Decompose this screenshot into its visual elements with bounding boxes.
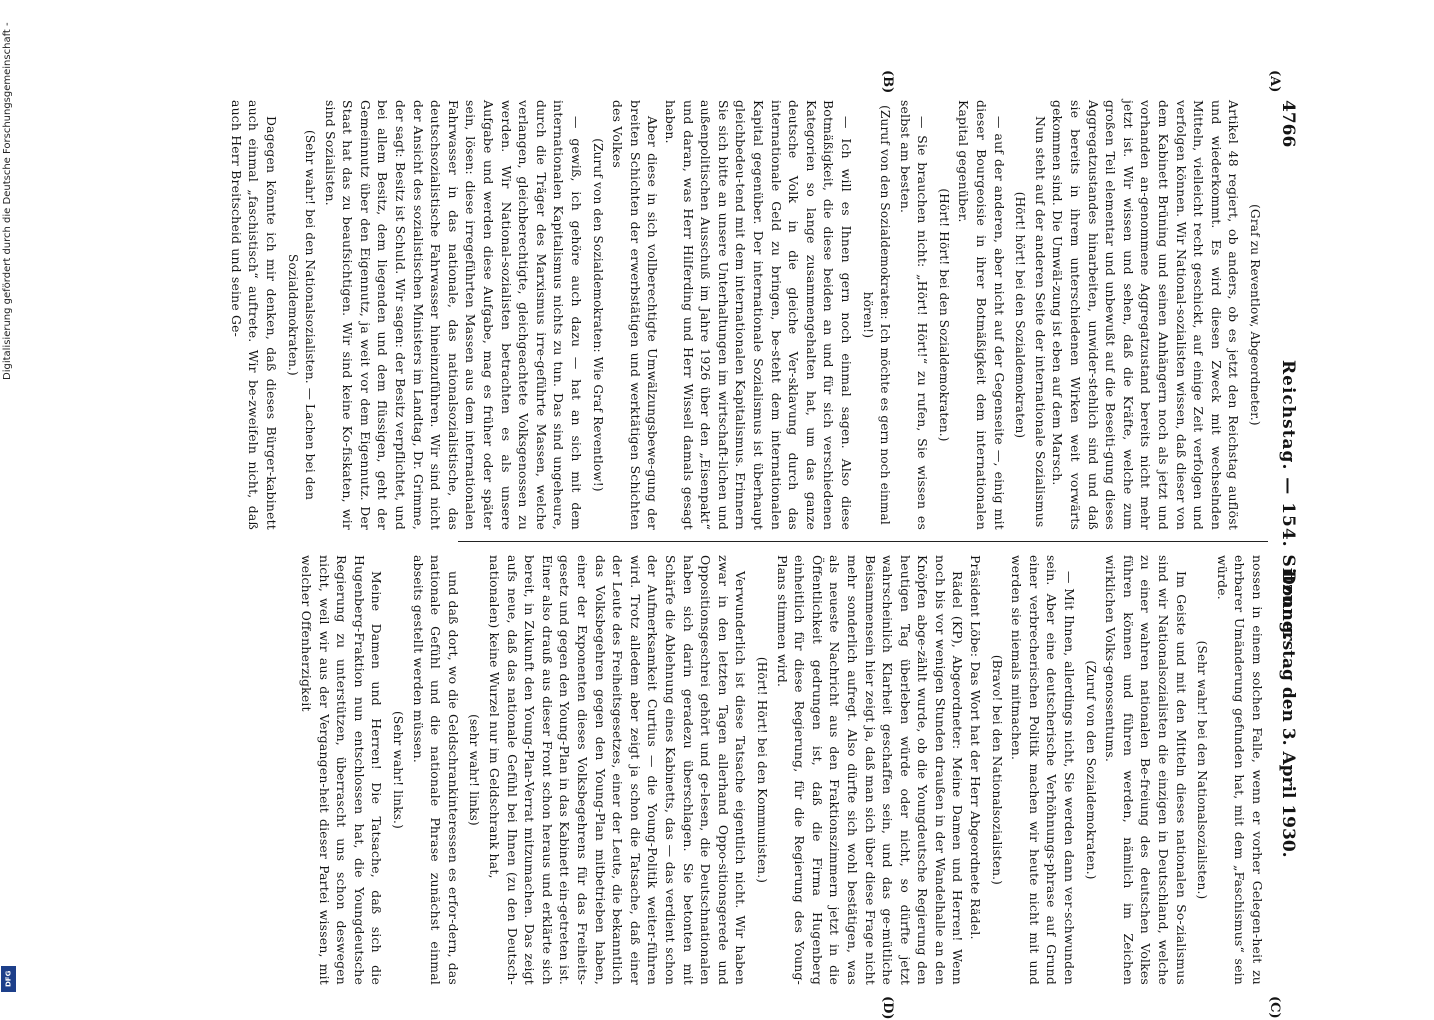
paragraph: — auf der anderen, aber nicht auf der Gegenseite —, einig mit dieser Bourgeoisie in ihrer Botmäßigkeit dem internationalen Kapital gegenüber. [956,100,1007,530]
session-date: Donnerstag den 3. April 1930. [1278,570,1298,858]
paragraph: — Mit Ihnen, allerdings nicht, Sie werden dann ver-schwunden sein. Aber eine deutscherische Verhöhnungs-phrase auf Grund einer verbrecherischen Politik machen wir heute nicht mit und werden sie niemals mitmachen. [1009,555,1078,985]
paragraph: Aber diese in sich vollberechtigte Umwälzungsbewe-gung der breiten Schichten der erwerbstätigen und werktätigen Schichten des Volkes [610,100,661,530]
paragraph: Verwunderlich ist diese Tatsache eigentlich nicht. Wir haben zwar in den letzten Tagen allerhand Oppo-sitionsgerede und Oppositionsgeschrei gehört und ge-lesen, die Deutschnationalen haben sich darin geradezu überschlagen. Sie betonten mit Schärfe die Ablehnung eines Kabinetts, das — das verdient schon der Aufmerksamkeit Curtius — die Young-Politik weiter-führen wird. Trotz alledem aber zeigt ja schon die Tatsache, daß einer der Leute des Freiheitsgesetzes, einer der Leute, die bekanntlich das Volksbegehren gegen den Young-Plan mitbetrieben haben, einer der Exponenten dieses Volksbegehrens für das Freiheits-gesetz und gegen den Young-Plan in das Kabinett ein-getreten ist. Einer also drauß aus dieser Front schon heraus und erklärte sich bereit, in Zukunft den Young-Plan-Verrat mitzumachen. Das zeigt aufs neue, daß das nationale Gefühl bei Ihnen (zu den Deutsch-nationalen) keine Wurzel nur im Geldschrank hat, [487,555,749,985]
rotated-page [130,70,1300,1020]
interjection: (Sehr wahr! bei den Nationalsozialisten.) [1195,640,1210,900]
right-column [298,555,1266,985]
paragraph: Im Geiste und mit den Mitteln dieses nationalen So-zialismus sind wir Nationalsozialisten die einzigen in Deutschland, welche zu einer wahren nationalen Be-freiung des deutschen Volkes führen können und führen werden, nämlich im Zeichen wirklichen Volks-genossentums. [1103,555,1189,985]
paragraph: — Sie brauchen nicht: „Hört! Hört!“ zu rufen, Sie wissen es selbst am besten. [897,100,931,530]
interjection: (Sehr wahr! links.) [391,711,406,829]
paragraph: Rädel (KP), Abgeordneter: Meine Damen und Herren! Wenn noch bis vor wenigen Stunden draußen in der Wandelhalle an den Knöpfen abge-zählt wurde, ob die Youngdeutsche Regierung den heutigen Tag überleben würde oder nicht, so dürfte jetzt wahrscheinlich Klarheit geschaffen sein, und das ge-mütliche Beisammensein hier zeigt ja, daß man sich über diese Frage nicht mehr sonderlich aufregt. Also dürfte sich wohl bestätigen, was als neueste Nachricht aus den Fraktionszimmern jetzt in die Öffentlichkeit gedrungen ist, daß die Firma Hugenberg einheitlich für diese Regierung, für die Regierung des Young-Plans stimmen wird. [774,555,966,985]
interjection: (Hört! Hört! bei den Sozialdemokraten.) [936,188,951,442]
interjection: (Hört! hört! bei den Sozialdemokraten) [1013,191,1028,439]
page-number: 4766 [1278,100,1298,148]
interjection: (Zuruf von den Sozialdemokraten: Wie Graf Reventlow!) [590,138,605,492]
page-title: Reichstag. — 154. Sitzung. [1278,360,1298,642]
paragraph: und daß dort, wo die Geldschrankinteressen es erfor-dern, das nationale Gefühl und die nationale Phrase zunächst einmal abseits gestellt werden müssen. [410,555,461,985]
paragraph: Dagegen könnte ich mir denken, daß dieses Bürger-kabinett auch einmal „faschistisch“ auftrete. Wir be-zweifeln nicht, daß auch Herr Breitscheid und seine Ge- [228,100,279,530]
interjection: (Zuruf von den Sozialdemokraten: Ich möchte es gern noch einmal hören!) [860,105,893,525]
interjection: (Sehr wahr! bei den Nationalsozialisten. — Lachen bei den Sozialdemokraten.) [285,129,318,501]
paragraph: nossen in einem solchen Falle, wenn er vorher Gelegen-heit zu ehrbarer Umänderung gefunden hat, mit dem „Faschismus“ sein würde. [1214,555,1265,985]
paragraph: Meine Damen und Herren! Die Tatsache, daß sich die Hugenberg-Fraktion nun entschlossen hat, die Youngdeutsche Regierung zu unterstützen, überrascht uns schon deswegen nicht, weil wir aus der Vergangen-heit dieser Partei wissen, mit welcher Offenherzigkeit [299,555,385,985]
column-divider [458,541,1268,542]
paragraph: Artikel 48 regiert, ob anders, ob es jetzt den Reichstag auflöst und wiederkommt. Es wird diesen Zweck mit wechselnden Mitteln, vielleicht recht geschickt, auf einige Zeit verfolgen und verfolgen können. Wir National-sozialisten wissen, daß dieser von dem Kabinett Brüning und seinen Anhängern noch als jetzt und vorhanden an-genommene Aggregatzustand bereits nicht mehr jetzt ist. Wir wissen und sehen, daß die Kräfte, welche zum großen Teil elementar und unbewußt auf die Beseiti-gung dieses Aggregatzustandes hinarbeiten, unwider-stehlich sind und daß sie bereits in ihrem unterschiedenen Wirken weit vorwärts gekommen sind. Die Umwäl-zung ist eben auf dem Marsch. [1050,100,1242,530]
page-header [1270,100,1300,990]
paragraph: Präsident Löbe: Das Wort hat der Herr Abgeordnete Rädel. [968,555,984,940]
left-column [227,100,1266,530]
digitization-credit: Digitalisierung gefördert durch die Deutsche Forschungsgemeinschaft - [2,22,13,380]
interjection: (sehr wahr! links) [467,714,482,826]
interjection: (Bravo! bei den Nationalsozialisten.) [989,654,1004,886]
paragraph: Nun steht auf der anderen Seite der internationale Sozialismus [1032,116,1048,528]
interjection: (Zuruf von den Sozialdemokraten.) [1083,660,1098,880]
margin-marker-b: (B) [880,70,895,94]
dfg-logo: DFG [1,966,16,992]
margin-marker-d: (D) [880,996,895,1020]
interjection: (Graf zu Reventlow, Abgeordneter.) [1248,204,1262,426]
margin-marker-c: (C) [1267,996,1282,1019]
paragraph: — Ich will es Ihnen gern noch einmal sagen. Also diese Botmäßigkeit, die diese beiden an und für sich verschiedenen Kategorien so lange zusammengehalten hat, um das ganze deutsche Volk in die gleiche Ver-sklavung durch das internationale Geld zu bringen, be-steht dem internationalen Kapital gegenüber. Der internationale Sozialismus ist überhaupt gleichbedeu-tend mit dem internationalen Kapitalismus. Erinnern Sie sich bitte an unsere Unterhaltungen im wirtschaft-lichen und außenpolitischen Ausschuß im Jahre 1926 über den „Eisenpakt“ und daran, was Herr Hilferding und Herr Wissell damals gesagt haben. [663,100,854,530]
interjection: (Hört! Hört! bei den Kommunisten.) [754,656,769,884]
paragraph: — gewiß, ich gehöre auch dazu — hat an sich mit dem internationalen Kapitalismus nichts zu tun. Das sind ungeheure, durch die Träger des Marxismus irre-geführte Massen, welche verlangen, gleichberechtigte, gleichgeachtete Volksgenossen zu werden. Wir National-sozialisten betrachten es als unsere Aufgabe und werden diese Aufgabe, mag es früher oder später sein, lösen: diese irregeführten Massen aus dem internationalen Fahrwasser in das nationale, das nationalsozialistische, das deutschsozialistische Fahrwasser hineinzuführen. Wir sind nicht der Ansicht des sozialistischen Ministers im Landtag, Dr. Grimme, der sagt: Besitz ist Schuld. Wir sagen: der Besitz verpflichtet, und bei allem Besitz, dem liegenden und dem flüssigen, geht der Gemeinnutz über den Eigennutz, ja weit vor dem Eigennutz. Der Staat hat das zu beaufsichtigen. Wir sind keine Ko-fiskaten, wir sind Sozialisten. [322,100,585,530]
margin-marker-a: (A) [1267,70,1282,93]
